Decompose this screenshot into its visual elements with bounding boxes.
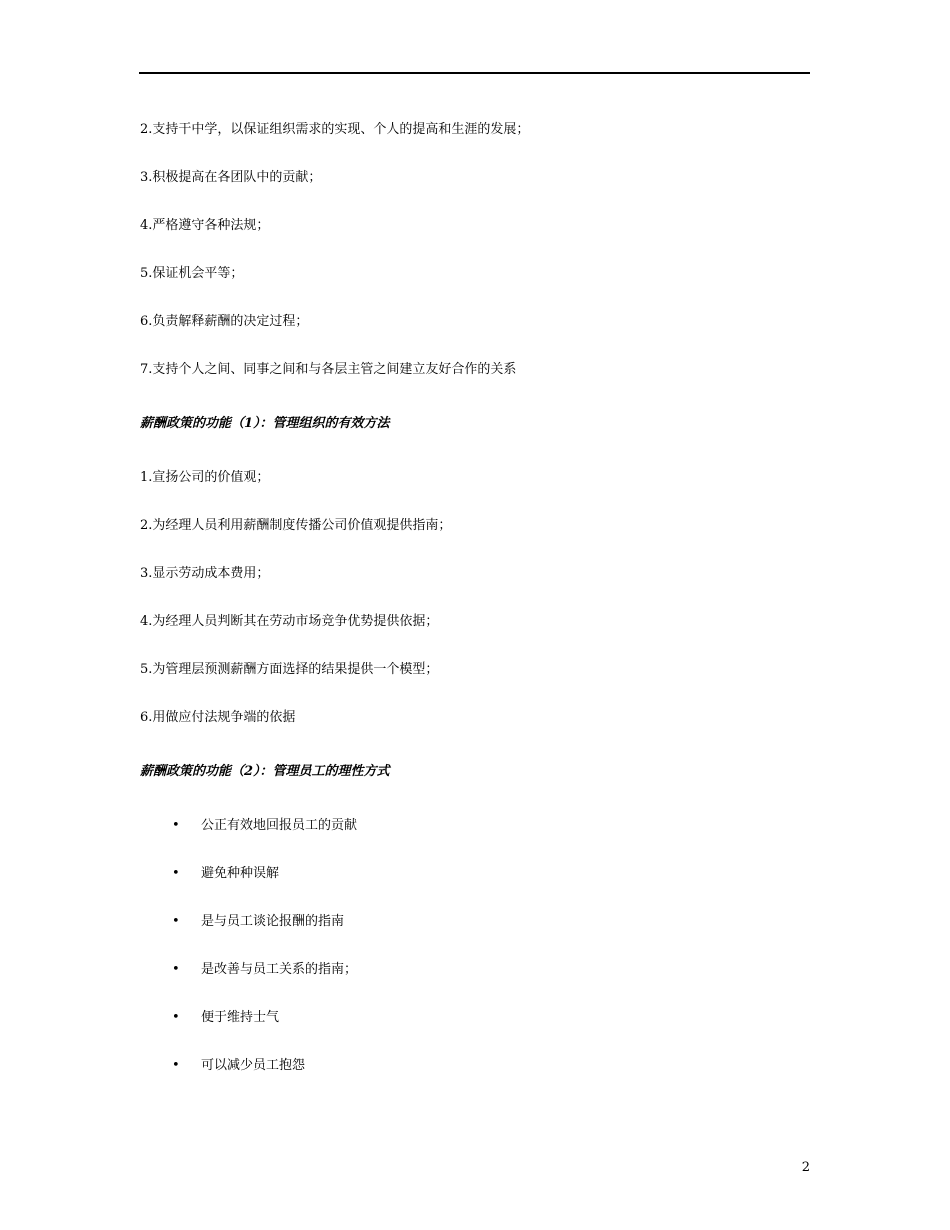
- section-heading: 薪酬政策的功能（2）：管理员工的理性方式: [140, 764, 390, 779]
- list-item: 6.用做应付法规争端的依据: [140, 710, 296, 725]
- bullet-text: 公正有效地回报员工的贡献: [201, 818, 358, 833]
- bullet-list-item: [172, 962, 357, 978]
- bullet-text: 便于维持士气: [201, 1010, 280, 1025]
- list-item: 2.为经理人员利用薪酬制度传播公司价值观提供指南；: [140, 518, 452, 533]
- bullet-icon: •: [172, 914, 180, 929]
- list-item: 3.积极提高在各团队中的贡献；: [140, 170, 322, 185]
- bullet-icon: •: [172, 866, 180, 881]
- header-rule: [139, 72, 810, 74]
- bullet-text: 可以减少员工抱怨: [201, 1058, 306, 1073]
- bullet-list-item: [172, 1058, 305, 1074]
- page-number: 2: [801, 1160, 810, 1175]
- bullet-icon: •: [172, 1010, 180, 1025]
- list-item: 3.显示劳动成本费用；: [140, 566, 270, 581]
- list-item: 4.严格遵守各种法规；: [140, 218, 270, 233]
- list-item: 2.支持干中学，以保证组织需求的实现、个人的提高和生涯的发展；: [140, 122, 530, 137]
- list-item: 6.负责解释薪酬的决定过程；: [140, 314, 309, 329]
- list-item: 7.支持个人之间、同事之间和与各层主管之间建立友好合作的关系: [140, 362, 517, 377]
- bullet-icon: •: [172, 962, 180, 977]
- bullet-icon: •: [172, 818, 180, 833]
- bullet-list-item: [172, 866, 279, 882]
- bullet-list-item: [172, 818, 357, 834]
- list-item: 1.宣扬公司的价值观；: [140, 470, 270, 485]
- bullet-text: 是与员工谈论报酬的指南: [201, 914, 345, 929]
- bullet-list-item: [172, 914, 344, 930]
- list-item: 4.为经理人员判断其在劳动市场竞争优势提供依据；: [140, 614, 439, 629]
- section-heading: 薪酬政策的功能（1）：管理组织的有效方法: [140, 416, 390, 431]
- bullet-icon: •: [172, 1058, 180, 1073]
- list-item: 5.保证机会平等；: [140, 266, 244, 281]
- list-item: 5.为管理层预测薪酬方面选择的结果提供一个模型；: [140, 662, 439, 677]
- bullet-list-item: [172, 1010, 279, 1026]
- bullet-text: 避免种种误解: [201, 866, 280, 881]
- bullet-text: 是改善与员工关系的指南；: [201, 962, 358, 977]
